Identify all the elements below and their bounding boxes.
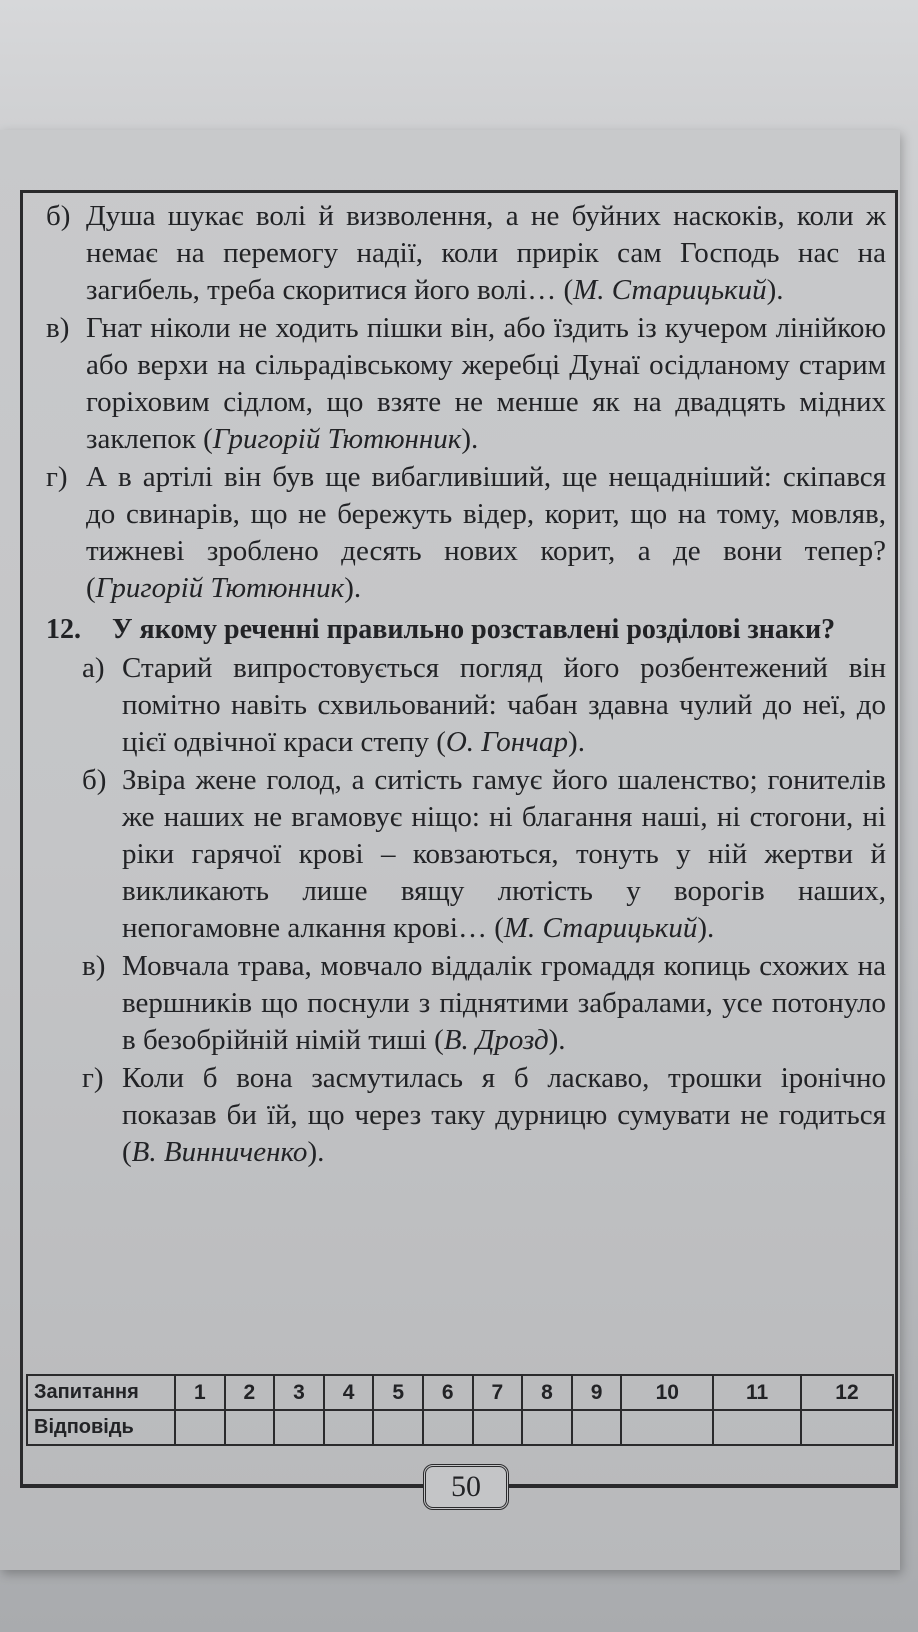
page-number: 50 [423, 1464, 509, 1510]
author-name: В. Дрозд [443, 1024, 549, 1056]
option-letter: г) [82, 1062, 104, 1094]
option-letter: в) [46, 312, 70, 344]
page-number-rule-left [20, 1484, 423, 1487]
page-content [46, 198, 886, 1172]
author-name: В. Винниченко [131, 1136, 308, 1168]
option-letter: г) [46, 461, 68, 493]
answer-cell[interactable] [473, 1410, 523, 1445]
question-number-cell: 1 [175, 1375, 225, 1410]
answer-cell[interactable] [225, 1410, 275, 1445]
answer-cell[interactable] [713, 1410, 801, 1445]
question-number-cell: 7 [473, 1375, 523, 1410]
option-text: Старий випростовується погляд його розбентежений він помітно навіть схвильований: чабан здавна чулий до неї, до цієї одвічної краси степу (О. Гончар). [122, 652, 886, 758]
option-text: Звіра жене голод, а ситість гамує його шаленство; гонителів же наших не вгамовує ніщо: ні благання наші, ні стогони, ні ріки гарячої крові – ковзаються, тонуть у ній жертви й викликають лише вящу лютість у ворогів наших, непогамовне алкання крові… (М. Старицький). [122, 764, 886, 944]
q12-option-b [46, 762, 886, 947]
answer-table [26, 1374, 894, 1446]
author-name: О. Гончар [445, 726, 569, 758]
author-name: М. Старицький [503, 912, 698, 944]
option-letter: а) [82, 652, 105, 684]
option-b-continued [46, 198, 886, 309]
answer-cell[interactable] [801, 1410, 893, 1445]
q12-option-g [46, 1060, 886, 1171]
option-text: Коли б вона засмутилась я б ласкаво, трошки іронічно показав би їй, що через таку дурницю сумувати не годиться (В. Винниченко). [122, 1062, 886, 1168]
option-text: Гнат ніколи не ходить пішки він, або їздить із кучером лінійкою або верхи на сільрадівському жеребці Дунаї осідланому старим горіховим сідлом, що взяте не менше як на двадцять мідних заклепок (Григорій Тютюнник). [86, 312, 886, 455]
questions-label: Запитання [27, 1375, 175, 1410]
answer-cell[interactable] [324, 1410, 374, 1445]
answers-label: Відповідь [27, 1410, 175, 1445]
question-12 [46, 613, 886, 646]
option-text: Мовчала трава, мовчало віддалік громаддя копиць схожих на вершників що поснули з піднятими забралами, усе потонуло в безобрійній німій тиші (В. Дрозд). [122, 950, 886, 1056]
question-number-cell: 12 [801, 1375, 893, 1410]
question-number-cell: 10 [621, 1375, 713, 1410]
option-letter: б) [46, 200, 71, 232]
question-number: 12. [46, 614, 81, 645]
question-number-cell: 8 [522, 1375, 572, 1410]
question-numbers-row [27, 1375, 893, 1410]
option-text: А в артілі він був ще вибагливіший, ще нещадніший: скіпався до свинарів, що не бережуть відер, корит, що на тому, мовляв, тижневі зроблено десять нових корит, а де вони тепер? (Григорій Тютюнник). [86, 461, 886, 604]
option-letter: б) [82, 764, 107, 796]
option-text: Душа шукає волі й визволення, а не буйних наскоків, коли ж немає на перемогу надії, коли прирік сам Господь нас на загибель, треба скоритися його волі… (М. Старицький). [86, 200, 886, 306]
question-text: У якому реченні правильно розставлені розділові знаки? [112, 614, 836, 645]
q12-option-v [46, 948, 886, 1059]
answers-row [27, 1410, 893, 1445]
question-number-cell: 3 [274, 1375, 324, 1410]
answer-cell[interactable] [373, 1410, 423, 1445]
answer-cell[interactable] [621, 1410, 713, 1445]
option-letter: в) [82, 950, 106, 982]
question-number-cell: 5 [373, 1375, 423, 1410]
answer-cell[interactable] [175, 1410, 225, 1445]
option-g-continued [46, 459, 886, 607]
page-number-rule-right [509, 1484, 898, 1487]
question-number-cell: 2 [225, 1375, 275, 1410]
question-number-cell: 11 [713, 1375, 801, 1410]
author-name: М. Старицький [573, 274, 767, 306]
answer-cell[interactable] [572, 1410, 622, 1445]
author-name: Григорій Тютюнник [212, 423, 462, 455]
question-number-cell: 6 [423, 1375, 473, 1410]
answer-cell[interactable] [423, 1410, 473, 1445]
q12-option-a [46, 650, 886, 761]
answer-cell[interactable] [522, 1410, 572, 1445]
option-v-continued [46, 310, 886, 458]
question-number-cell: 4 [324, 1375, 374, 1410]
question-number-cell: 9 [572, 1375, 622, 1410]
answer-cell[interactable] [274, 1410, 324, 1445]
author-name: Григорій Тютюнник [95, 572, 345, 604]
